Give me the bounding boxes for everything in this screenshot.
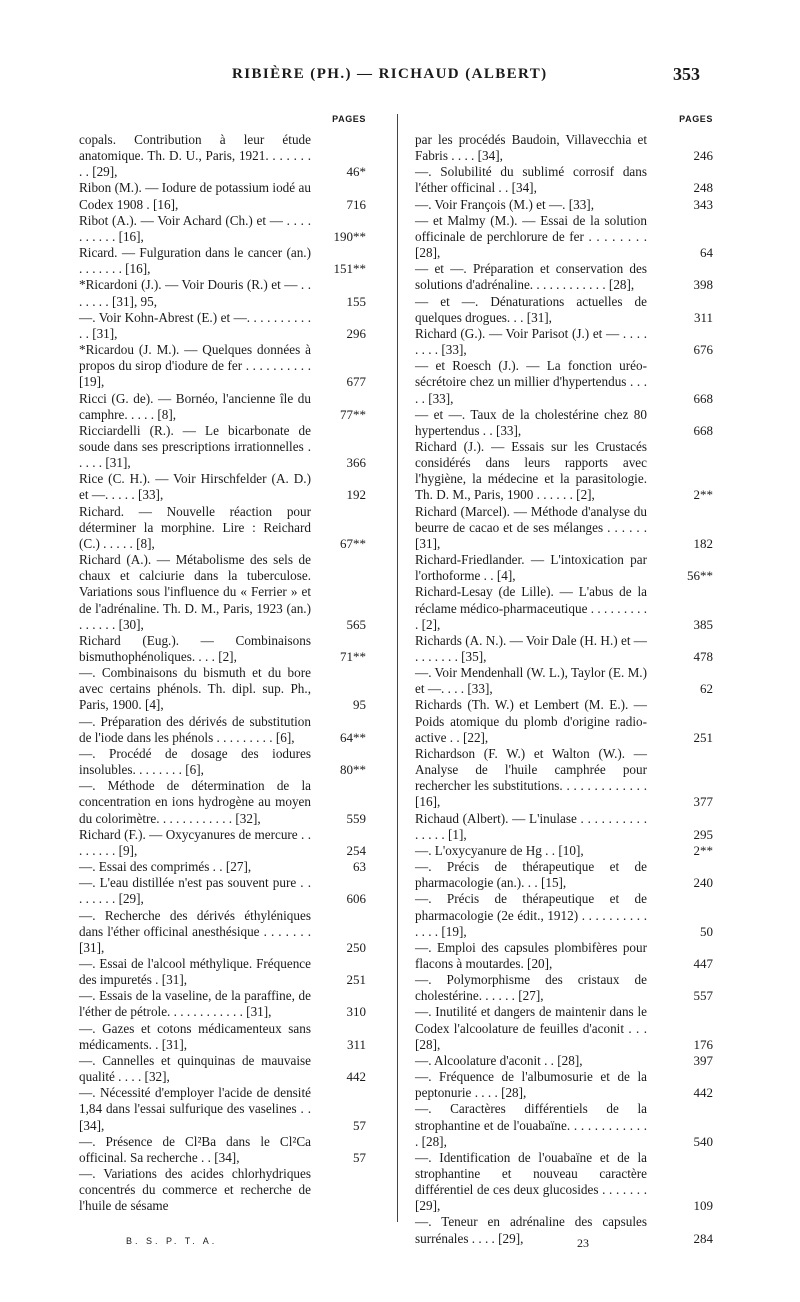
entry-page-ref: 151** <box>333 261 366 277</box>
entry-text: —. Voir François (M.) et —. [33], <box>415 196 594 212</box>
entry-page-ref: 190** <box>333 228 366 244</box>
index-entry <box>79 633 366 665</box>
entry-page-ref: 254 <box>346 842 366 858</box>
entry-page-ref: 442 <box>693 1085 713 1101</box>
entry-page-ref: 377 <box>693 794 713 810</box>
entry-text: — et —. Dénaturations actuelles de quelques drogues. . . [31], <box>415 293 647 325</box>
entry-page-ref: 64 <box>700 245 713 261</box>
entry-text: Richard-Friedlander. — L'intoxication par l'orthoforme . . [4], <box>415 552 647 584</box>
index-entry <box>79 471 366 503</box>
entry-text: Ricard. — Fulguration dans le cancer (an.) . . . . . . . [16], <box>79 245 311 277</box>
index-entry <box>415 697 713 745</box>
entry-text: —. Préparation des dérivés de substitution de l'iode dans les phénols . . . . . . . . . [6], <box>79 713 311 745</box>
entry-text: Ricciardelli (R.). — Le bicarbonate de soude dans ses prescriptions irrationnelles . . . . . [31], <box>79 422 311 471</box>
pages-label: PAGES <box>679 114 713 124</box>
index-entry <box>79 213 366 245</box>
entry-text: —. L'eau distillée n'est pas souvent pure . . . . . . . . [29], <box>79 875 311 907</box>
entry-page-ref: 246 <box>693 148 713 164</box>
index-entry <box>79 746 366 778</box>
index-entry <box>79 908 366 956</box>
index-entry <box>79 778 366 826</box>
entry-page-ref: 310 <box>346 1004 366 1020</box>
entry-text: par les procédés Baudoin, Villavecchia et Fabris . . . . [34], <box>415 132 647 164</box>
page-header <box>0 66 800 92</box>
page-number: 353 <box>673 64 700 84</box>
index-entry <box>415 261 713 293</box>
entry-text: — et Roesch (J.). — La fonction uréo-sécrétoire chez un millier d'hypertendus . . . . . [33], <box>415 358 647 406</box>
entry-text: —. Procédé de dosage des iodures insolubles. . . . . . . . [6], <box>79 745 311 778</box>
entry-page-ref: 668 <box>693 422 713 438</box>
entry-text: —. L'oxycyanure de Hg . . [10], <box>415 842 584 858</box>
index-entry <box>415 1004 713 1052</box>
entry-text: Ribon (M.). — Iodure de potassium iodé au Codex 1908 . [16], <box>79 180 311 212</box>
entry-text: Ricci (G. de). — Bornéo, l'ancienne île du camphre. . . . . [8], <box>79 390 311 422</box>
entry-page-ref: 182 <box>693 535 713 551</box>
index-entry <box>415 358 713 406</box>
entry-page-ref: 677 <box>346 374 366 390</box>
index-entry <box>415 584 713 632</box>
entry-text: —. Teneur en adrénaline des capsules surrénales . . . . [29], <box>415 1214 647 1246</box>
entry-page-ref: 478 <box>693 649 713 664</box>
index-entry <box>79 504 366 552</box>
entry-text: Richard (A.). — Métabolisme des sels de chaux et calciurie dans la tuberculose. Variations sous l'influence du « Ferrier » et de l'adrénaline. Th. D. M., Paris, 1923 (an.) . . . . . . [30], <box>79 552 311 632</box>
entry-page-ref: 557 <box>693 988 713 1004</box>
signature-mark: B. S. P. T. A. <box>126 1236 218 1246</box>
entry-page-ref: 311 <box>346 1036 366 1052</box>
entry-page-ref: 71** <box>340 649 366 664</box>
entry-text: —. Combinaisons du bismuth et du bore avec certains phénols. Th. dipl. sup. Ph., Paris, 1900. [4], <box>79 665 311 713</box>
entry-page-ref: 676 <box>693 342 713 358</box>
entry-text: —. Inutilité et dangers de maintenir dans le Codex l'alcoolature de feuilles d'aconit . . . [28], <box>415 1004 647 1052</box>
entry-page-ref: 56** <box>687 568 713 584</box>
entry-text: —. Variations des acides chlorhydriques concentrés du commerce et recherche de l'huile de sésame <box>79 1166 311 1214</box>
entry-text: —. Voir Kohn-Abrest (E.) et —. . . . . . . . . . . . [31], <box>79 309 311 341</box>
entry-text: —. Cannelles et quinquinas de mauvaise qualité . . . . [32], <box>79 1052 311 1085</box>
entry-text: —. Gazes et cotons médicamenteux sans médicaments. . [31], <box>79 1020 311 1052</box>
index-entry <box>79 310 366 342</box>
entry-page-ref: 57 <box>353 1149 366 1165</box>
index-entry <box>79 1166 366 1214</box>
entry-page-ref: 343 <box>693 196 713 212</box>
entry-page-ref: 559 <box>346 810 366 826</box>
entry-page-ref: 385 <box>693 616 713 632</box>
index-column-left <box>79 114 366 1214</box>
entry-text: Richards (Th. W.) et Lembert (M. E.). — Poids atomique du plomb d'origine radio-active . . [22], <box>415 697 647 745</box>
entry-page-ref: 64** <box>340 729 366 745</box>
entry-page-ref: 50 <box>700 923 713 939</box>
entry-page-ref: 251 <box>346 972 366 988</box>
entry-page-ref: 397 <box>693 1052 713 1068</box>
entry-page-ref: 46* <box>346 164 366 180</box>
index-entry <box>79 423 366 471</box>
entry-page-ref: 311 <box>693 309 713 325</box>
entry-page-ref: 77** <box>340 406 366 422</box>
entry-page-ref: 366 <box>346 455 366 471</box>
entry-page-ref: 80** <box>340 762 366 778</box>
index-entry <box>415 1149 713 1215</box>
entry-text: Richard. — Nouvelle réaction pour déterminer la morphine. Lire : Reichard (C.) . . . . . [8], <box>79 503 311 551</box>
entry-text: —. Identification de l'ouabaïne et de la strophantine et nouveau caractère différentiel de ces deux glucosides . . . . . . . [29], <box>415 1149 647 1214</box>
entry-page-ref: 67** <box>340 535 366 551</box>
index-entry <box>415 665 713 697</box>
index-entry <box>79 859 366 875</box>
entry-page-ref: 295 <box>693 826 713 842</box>
entry-page-ref: 540 <box>693 1133 713 1149</box>
index-entry <box>415 972 713 1004</box>
entry-text: —. Présence de Cl²Ba dans le Cl²Ca officinal. Sa recherche . . [34], <box>79 1133 311 1165</box>
entry-text: — et —. Préparation et conservation des solutions d'adrénaline. . . . . . . . . . . . [28], <box>415 261 647 293</box>
index-entry <box>79 180 366 212</box>
entry-page-ref: 155 <box>346 293 366 309</box>
entry-page-ref: 447 <box>693 955 713 971</box>
index-entry <box>79 552 366 633</box>
entry-page-ref: 251 <box>693 729 713 745</box>
entry-text: —. Nécessité d'employer l'acide de densité 1,84 dans l'essai sulfurique des vaselines . . [34], <box>79 1085 311 1133</box>
entry-text: — et —. Taux de la cholestérine chez 80 hypertendus . . [33], <box>415 406 647 438</box>
entry-page-ref: 606 <box>346 891 366 907</box>
column-divider <box>397 114 398 1222</box>
index-entry <box>415 859 713 891</box>
page-footer <box>0 1236 800 1256</box>
index-column-right <box>415 114 713 1247</box>
entry-page-ref: 284 <box>693 1230 713 1246</box>
index-entry <box>415 842 713 859</box>
entry-text: Richard (Marcel). — Méthode d'analyse du beurre de cacao et de ses mélanges . . . . . . [31], <box>415 503 647 551</box>
entry-page-ref: 716 <box>346 196 366 212</box>
entry-page-ref: 398 <box>693 277 713 293</box>
index-entry <box>79 277 366 309</box>
entry-text: —. Essai de l'alcool méthylique. Fréquence des impuretés . [31], <box>79 955 311 988</box>
entry-text: —. Méthode de détermination de la concentration en ions hydrogène au moyen du colorimètre. . . . . . . . . . . . [32], <box>79 778 311 826</box>
index-entry <box>415 1101 713 1149</box>
index-entry <box>415 745 713 811</box>
index-entry <box>79 714 366 746</box>
entry-page-ref: 109 <box>693 1198 713 1214</box>
entry-page-ref: 63 <box>353 859 366 875</box>
running-head: RIBIÈRE (PH.) — RICHAUD (ALBERT) <box>232 66 548 82</box>
entry-page-ref: 248 <box>693 180 713 196</box>
index-entry <box>415 632 713 665</box>
entry-text: —. Essai des comprimés . . [27], <box>79 859 252 875</box>
entry-text: —. Précis de thérapeutique et de pharmacologie (an.). . . [15], <box>415 859 647 891</box>
entry-text: —. Caractères différentiels de la strophantine et de l'ouabaïne. . . . . . . . . . . . . [28], <box>415 1101 647 1149</box>
index-entry <box>79 342 366 390</box>
pages-label: PAGES <box>332 114 366 124</box>
entry-text: —. Fréquence de l'albumosurie et de la peptonurie . . . . [28], <box>415 1069 647 1101</box>
index-entry <box>79 1053 366 1085</box>
entry-text: —. Précis de thérapeutique et de pharmacologie (2e édit., 1912) . . . . . . . . . . . . . . [19], <box>415 891 647 939</box>
entry-page-ref: 95 <box>353 697 366 713</box>
index-entry <box>415 1052 713 1069</box>
index-entry <box>415 293 713 326</box>
entry-text: —. Essais de la vaseline, de la paraffine, de l'éther de pétrole. . . . . . . . . . . . [31], <box>79 988 311 1020</box>
index-entry <box>415 164 713 196</box>
entry-text: copals. Contribution à leur étude anatomique. Th. D. U., Paris, 1921. . . . . . . . . [29], <box>79 132 311 180</box>
index-entry <box>79 1134 366 1166</box>
index-entry <box>79 132 366 180</box>
entry-text: —. Polymorphisme des cristaux de cholestérine. . . . . . [27], <box>415 972 647 1004</box>
index-entry <box>415 891 713 939</box>
entry-page-ref: 250 <box>346 939 366 955</box>
index-entry <box>415 325 713 358</box>
entry-text: —. Recherche des dérivés éthyléniques dans l'éther officinal anesthésique . . . . . . . [31], <box>79 907 311 955</box>
index-entry <box>415 552 713 584</box>
index-entry <box>79 988 366 1020</box>
entry-text: Richard (Eug.). — Combinaisons bismuthophénoliques. . . . [2], <box>79 632 311 664</box>
entry-page-ref: 2** <box>693 487 713 503</box>
index-entry <box>79 1085 366 1133</box>
sheet-number: 23 <box>577 1236 589 1250</box>
entry-text: *Ricardoni (J.). — Voir Douris (R.) et — . . . . . . . [31], 95, <box>79 277 311 309</box>
index-entry <box>415 810 713 843</box>
entry-text: Richard (J.). — Essais sur les Crustacés considérés dans leurs rapports avec l'hygiène, la médecine et la parasitologie. Th. D. M., Paris, 1900 . . . . . . [2], <box>415 438 647 503</box>
index-entry <box>415 1069 713 1101</box>
entry-text: Richards (A. N.). — Voir Dale (H. H.) et — . . . . . . . [35], <box>415 632 647 664</box>
entry-text: —. Solubilité du sublimé corrosif dans l'éther officinal . . [34], <box>415 164 647 196</box>
entry-page-ref: 565 <box>346 616 366 632</box>
entry-text: Richaud (Albert). — L'inulase . . . . . . . . . . . . . . . [1], <box>415 810 647 842</box>
index-entry <box>415 196 713 213</box>
index-entry <box>79 665 366 713</box>
index-entry <box>415 212 713 261</box>
index-entry <box>415 406 713 439</box>
entry-text: — et Malmy (M.). — Essai de la solution officinale de perchlorure de fer . . . . . . . . [28], <box>415 212 647 261</box>
entry-page-ref: 57 <box>353 1117 366 1133</box>
column-header <box>79 114 366 132</box>
entry-page-ref: 442 <box>346 1069 366 1085</box>
index-entry <box>415 132 713 164</box>
entry-page-ref: 296 <box>346 325 366 341</box>
entry-text: Ribot (A.). — Voir Achard (Ch.) et — . . . . . . . . . . [16], <box>79 212 311 244</box>
entry-page-ref: 668 <box>693 390 713 406</box>
entry-text: —. Alcoolature d'aconit . . [28], <box>415 1052 583 1068</box>
entry-text: Richard (G.). — Voir Parisot (J.) et — . . . . . . . . [33], <box>415 325 647 358</box>
index-entry <box>79 391 366 423</box>
entry-text: —. Emploi des capsules plombifères pour flacons à moutardes. [20], <box>415 939 647 971</box>
entry-text: *Ricardou (J. M.). — Quelques données à propos du sirop d'iodure de fer . . . . . . . . . . [19], <box>79 342 311 390</box>
index-entry <box>79 875 366 907</box>
index-entry <box>79 827 366 859</box>
entry-page-ref: 2** <box>693 842 713 858</box>
entry-page-ref: 62 <box>700 681 713 697</box>
entry-text: Richard-Lesay (de Lille). — L'abus de la réclame médico-pharmaceutique . . . . . . . . . . [2], <box>415 584 647 632</box>
index-entry <box>79 245 366 277</box>
entry-text: Richard (F.). — Oxycyanures de mercure . . . . . . . . [9], <box>79 826 311 858</box>
entry-page-ref: 240 <box>693 875 713 891</box>
index-entry <box>79 956 366 988</box>
index-entry <box>415 939 713 972</box>
entry-text: Richardson (F. W.) et Walton (W.). — Analyse de l'huile camphrée pour rechercher les substitutions. . . . . . . . . . . . . [16], <box>415 745 647 810</box>
entry-page-ref: 192 <box>346 487 366 503</box>
index-entry <box>79 1021 366 1053</box>
column-header <box>415 114 713 132</box>
entry-text: Rice (C. H.). — Voir Hirschfelder (A. D.) et —. . . . . [33], <box>79 471 311 503</box>
entry-text: —. Voir Mendenhall (W. L.), Taylor (E. M.) et —. . . . [33], <box>415 665 647 697</box>
index-entry <box>415 503 713 552</box>
index-entry <box>415 438 713 504</box>
entry-page-ref: 176 <box>693 1036 713 1052</box>
